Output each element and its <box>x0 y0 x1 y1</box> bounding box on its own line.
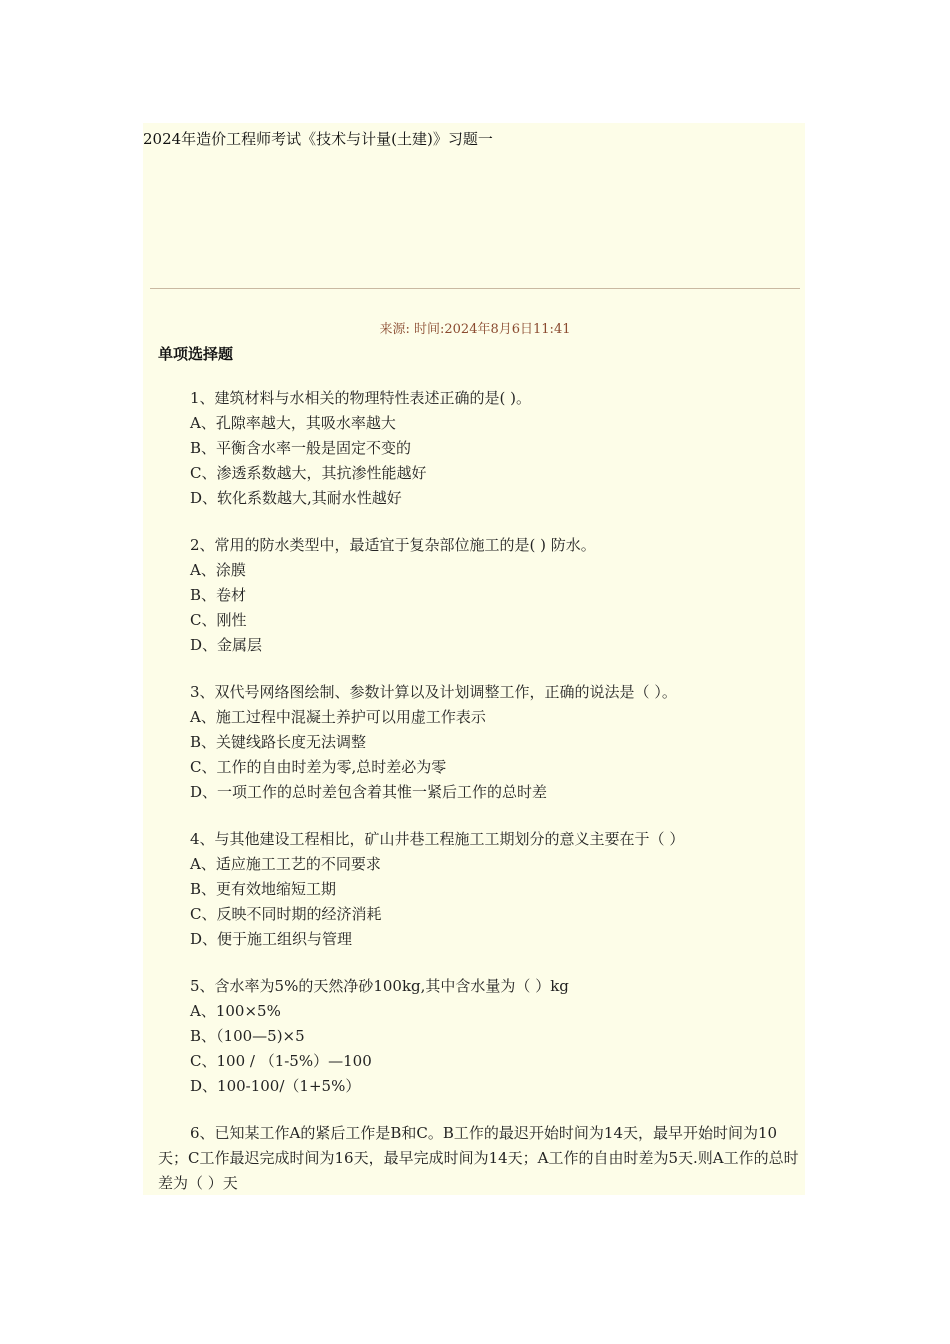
divider <box>150 288 800 289</box>
option-d: D、100-100/（1+5%） <box>190 1077 361 1095</box>
option-c: C、渗透系数越大，其抗渗性能越好 <box>190 464 427 482</box>
option-b: B、更有效地缩短工期 <box>190 880 337 898</box>
option-d: D、便于施工组织与管理 <box>190 930 353 948</box>
option-b: B、（100—5)×5 <box>190 1027 305 1045</box>
option-c: C、刚性 <box>190 611 247 629</box>
option-a: A、施工过程中混凝土养护可以用虚工作表示 <box>190 708 486 726</box>
question-stem: 4、与其他建设工程相比，矿山井巷工程施工工期划分的意义主要在于（ ） <box>190 830 685 848</box>
question-6 <box>158 1121 800 1196</box>
question-2 <box>158 533 800 658</box>
question-3 <box>158 680 800 805</box>
source-line: 来源: 时间:2024年8月6日11:41 <box>379 322 571 337</box>
question-stem: 1、建筑材料与水相关的物理特性表述正确的是( )。 <box>190 389 532 407</box>
question-5 <box>158 974 800 1099</box>
option-b: B、关键线路长度无法调整 <box>190 733 367 751</box>
question-stem: 5、含水率为5%的天然净砂100kg,其中含水量为（ ）kg <box>190 977 569 995</box>
question-stem: 2、常用的防水类型中，最适宜于复杂部位施工的是( ) 防水。 <box>190 536 596 554</box>
question-stem: 6、已知某工作A的紧后工作是B和C。B工作的最迟开始时间为14天，最早开始时间为10天；C工作最迟完成时间为16天，最早完成时间为14天；A工作的自由时差为5天.则A工作的总时差为（ ）天 <box>158 1124 799 1192</box>
option-d: D、一项工作的总时差包含着其惟一紧后工作的总时差 <box>190 783 548 801</box>
option-a: A、孔隙率越大，其吸水率越大 <box>190 414 396 432</box>
option-b: B、卷材 <box>190 586 247 604</box>
option-c: C、100 / （1-5%）—100 <box>190 1052 372 1070</box>
option-d: D、金属层 <box>190 636 263 654</box>
option-d: D、软化系数越大,其耐水性越好 <box>190 489 402 507</box>
option-a: A、涂膜 <box>190 561 246 579</box>
section-heading: 单项选择题 <box>158 345 234 363</box>
option-a: A、100×5% <box>190 1002 281 1020</box>
option-a: A、适应施工工艺的不同要求 <box>190 855 381 873</box>
option-c: C、工作的自由时差为零,总时差必为零 <box>190 758 447 776</box>
question-1 <box>158 386 800 511</box>
option-b: B、平衡含水率一般是固定不变的 <box>190 439 412 457</box>
question-4 <box>158 827 800 952</box>
question-stem: 3、双代号网络图绘制、参数计算以及计划调整工作，正确的说法是（ ）。 <box>190 683 677 701</box>
option-c: C、反映不同时期的经济消耗 <box>190 905 382 923</box>
page-title: 2024年造价工程师考试《技术与计量(土建)》习题一 <box>143 130 493 148</box>
